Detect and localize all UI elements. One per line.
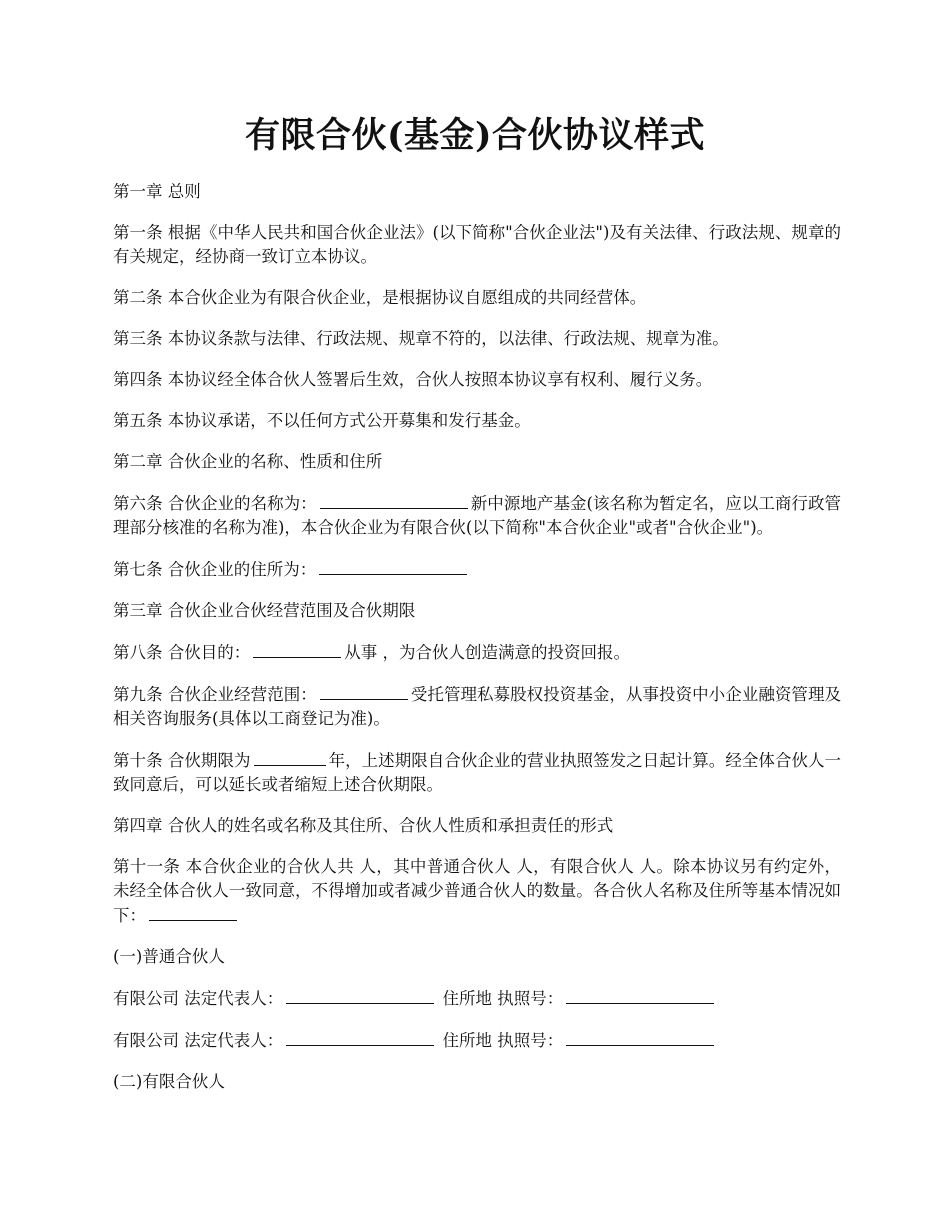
chapter-4-heading: 第四章 合伙人的姓名或名称及其住所、合伙人性质和承担责任的形式 (113, 816, 614, 835)
article-8-suffix: 从事 ，为合伙人创造满意的投资回报。 (344, 643, 630, 662)
license-blank (566, 986, 714, 1004)
article-7-prefix: 第七条 合伙企业的住所为： (113, 560, 317, 579)
term-blank (254, 748, 326, 766)
general-partner-heading: (一)普通合伙人 (113, 947, 225, 966)
partners-info-blank (149, 903, 237, 921)
chapter-2-heading: 第二章 合伙企业的名称、性质和住所 (113, 452, 383, 471)
legal-rep-blank (286, 986, 434, 1004)
article-11-text: 第十一条 本合伙企业的合伙人共 人，其中普通合伙人 人，有限合伙人 人。除本协议另有约定外，未经全体合伙人一致同意，不得增加或者减少普通合伙人的数量。各合伙人名称及住所等基本情况如下： (113, 857, 841, 925)
article-6-prefix: 第六条 合伙企业的名称为： (113, 494, 317, 513)
document-body (113, 180, 841, 1111)
partner-address-label: 住所地 执照号： (442, 989, 564, 1008)
article-2: 第二条 本合伙企业为有限合伙企业，是根据协议自愿组成的共同经营体。 (113, 288, 647, 307)
general-partner-row-1 (113, 986, 841, 1011)
article-4: 第四条 本协议经全体合伙人签署后生效，合伙人按照本协议享有权利、履行义务。 (113, 370, 713, 389)
article-10 (113, 748, 841, 797)
legal-rep-blank (286, 1028, 434, 1046)
article-10-prefix: 第十条 合伙期限为 (113, 751, 251, 770)
article-9-suffix: 受托管理私募股权投资基金，从事投资中小企业融资管理及相关咨询服务(具体以工商登记为准)。 (113, 685, 841, 728)
license-blank (566, 1028, 714, 1046)
purpose-blank (253, 640, 341, 658)
chapter-3-heading: 第三章 合伙企业合伙经营范围及合伙期限 (113, 601, 416, 620)
article-3: 第三条 本协议条款与法律、行政法规、规章不符的，以法律、行政法规、规章为准。 (113, 329, 729, 348)
article-5: 第五条 本协议承诺，不以任何方式公开募集和发行基金。 (113, 411, 531, 430)
partner-address-label: 住所地 执照号： (442, 1031, 564, 1050)
general-partner-row-2 (113, 1028, 841, 1053)
chapter-1-heading: 第一章 总则 (113, 182, 201, 201)
article-1: 第一条 根据《中华人民共和国合伙企业法》(以下简称"合伙企业法")及有关法律、行政法规、规章的有关规定，经协商一致订立本协议。 (113, 223, 841, 266)
article-11 (113, 855, 841, 928)
address-blank (319, 557, 467, 575)
partner-company-label: 有限公司 法定代表人： (113, 989, 284, 1008)
article-9-prefix: 第九条 合伙企业经营范围： (113, 685, 317, 704)
article-6 (113, 491, 841, 540)
scope-blank (320, 682, 408, 700)
document-title: 有限合伙(基金)合伙协议样式 (244, 115, 706, 156)
partner-company-label: 有限公司 法定代表人： (113, 1031, 284, 1050)
limited-partner-heading: (二)有限合伙人 (113, 1072, 225, 1091)
article-8 (113, 640, 841, 665)
article-8-prefix: 第八条 合伙目的： (113, 643, 251, 662)
article-9 (113, 682, 841, 731)
article-6-suffix: 新中源地产基金(该名称为暂定名，应以工商行政管理部分核准的名称为准)，本合伙企业为有限合伙(以下简称"本合伙企业"或者"合伙企业")。 (113, 494, 842, 537)
article-10-suffix: 年，上述期限自合伙企业的营业执照签发之日起计算。经全体合伙人一致同意后，可以延长或者缩短上述合伙期限。 (113, 751, 841, 794)
article-7 (113, 557, 841, 582)
fund-name-blank (320, 491, 468, 509)
